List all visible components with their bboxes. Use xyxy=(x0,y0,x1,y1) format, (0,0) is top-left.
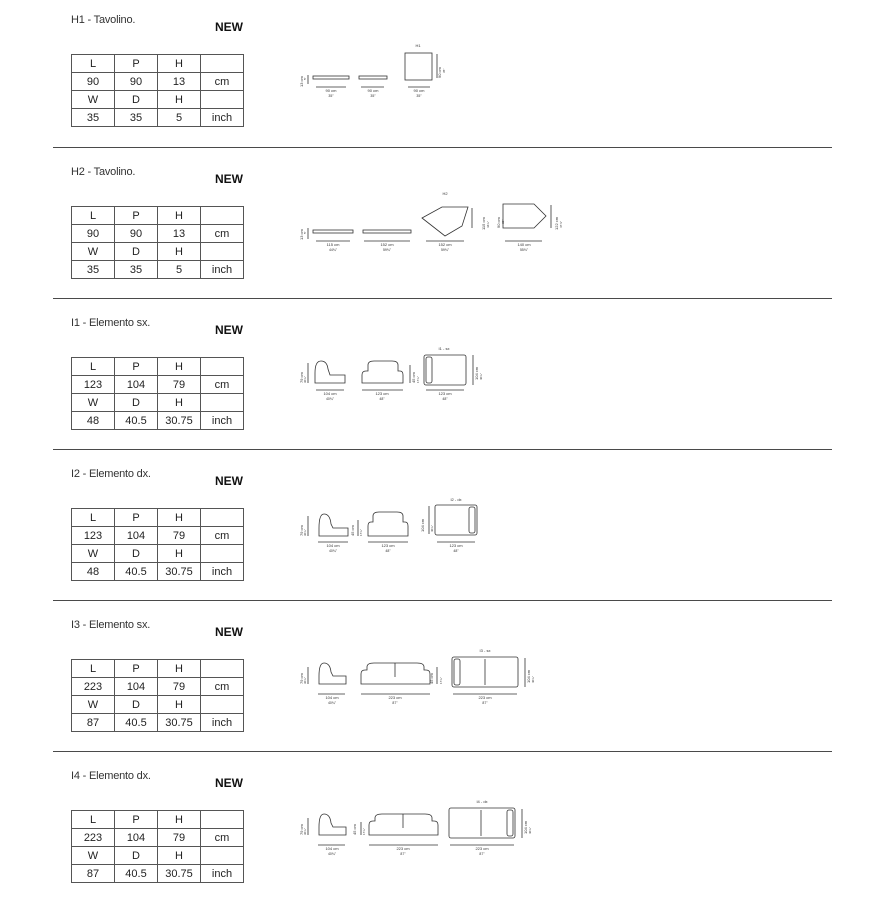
product-section-i3 xyxy=(0,605,885,756)
dim-label-inch: 35" xyxy=(370,94,376,98)
top-view xyxy=(424,355,466,385)
dim-label-inch: 87" xyxy=(392,701,398,705)
table-row xyxy=(72,509,244,527)
table-cell: cm xyxy=(201,376,244,394)
table-cell: W xyxy=(72,545,115,563)
dim-height: 13 cm xyxy=(299,76,304,87)
table-cell: H xyxy=(158,545,201,563)
product-title: I4 - Elemento dx. xyxy=(71,770,151,782)
dim-height-inch: 30¾" xyxy=(303,529,307,536)
table-cell: 104 xyxy=(115,678,158,696)
dim-height-inch: 5" xyxy=(303,231,307,234)
technical-drawing-h2 xyxy=(296,152,576,267)
dim-depth: 104 cm xyxy=(526,669,531,683)
dim-side-inch: 44¾" xyxy=(486,221,490,228)
table-row xyxy=(72,412,244,430)
product-title: H1 - Tavolino. xyxy=(71,14,136,26)
drawing-code: H2 xyxy=(442,191,448,196)
dimensions-table xyxy=(71,54,244,127)
dim-depth: 104 cm xyxy=(474,366,479,380)
table-cell xyxy=(201,811,244,829)
table-cell xyxy=(201,358,244,376)
table-cell: 30.75 xyxy=(158,865,201,883)
table-cell: 104 xyxy=(115,829,158,847)
table-cell: H xyxy=(158,394,201,412)
table-cell: cm xyxy=(201,73,244,91)
table-cell: inch xyxy=(201,261,244,279)
dim-label: 152 cm xyxy=(380,242,394,247)
dim-label-inch: 48" xyxy=(385,549,391,553)
dimensions-table xyxy=(71,659,244,732)
section-divider xyxy=(53,751,832,752)
table-cell: W xyxy=(72,394,115,412)
dim-label: 104 cm xyxy=(325,695,339,700)
dim-height: 79 cm xyxy=(299,824,304,835)
dim-height-inch: 30¾" xyxy=(303,677,307,684)
dim-label: 123 cm xyxy=(438,391,452,396)
table-row xyxy=(72,358,244,376)
dim-height: 79 cm xyxy=(299,372,304,383)
table-cell: W xyxy=(72,91,115,109)
dim-depth-inch: 40¾" xyxy=(531,676,535,683)
table-cell: P xyxy=(115,358,158,376)
table-cell: H xyxy=(158,509,201,527)
table-cell: 40.5 xyxy=(115,714,158,732)
dim-depth: 104 cm xyxy=(523,820,528,834)
table-cell: D xyxy=(115,545,158,563)
table-cell: 40.5 xyxy=(115,865,158,883)
table-cell: D xyxy=(115,394,158,412)
table-cell xyxy=(201,545,244,563)
dim-height-inch: 30¾" xyxy=(303,828,307,835)
table-cell: H xyxy=(158,91,201,109)
dimensions-table xyxy=(71,810,244,883)
table-cell: 30.75 xyxy=(158,412,201,430)
dim-label: 123 cm xyxy=(381,543,395,548)
dim-label-inch: 44¾" xyxy=(328,248,338,252)
product-section-i1 xyxy=(0,303,885,454)
table-cell: 87 xyxy=(72,714,115,732)
new-badge: NEW xyxy=(215,323,243,337)
table-cell: L xyxy=(72,660,115,678)
dim-label: 140 cm xyxy=(517,242,531,247)
dim-height: 79 cm xyxy=(299,673,304,684)
dim-label: 223 cm xyxy=(396,846,410,851)
dim-label-inch: 40¾" xyxy=(327,852,337,856)
table-cell: D xyxy=(115,696,158,714)
dim-label: 90 cm xyxy=(325,88,337,93)
table-cell: 13 xyxy=(158,73,201,91)
table-cell: W xyxy=(72,696,115,714)
table-cell: cm xyxy=(201,678,244,696)
front-view xyxy=(363,230,411,233)
dimensions-table xyxy=(71,508,244,581)
table-cell: H xyxy=(158,243,201,261)
front-view xyxy=(368,512,408,536)
table-cell: L xyxy=(72,509,115,527)
dim-label-inch: 87" xyxy=(482,701,488,705)
dim-label-inch: 48" xyxy=(379,397,385,401)
top-view xyxy=(435,505,477,535)
side-view xyxy=(313,76,349,79)
dim-label: 115 cm xyxy=(326,242,340,247)
table-cell xyxy=(201,243,244,261)
table-cell: L xyxy=(72,207,115,225)
table-row xyxy=(72,714,244,732)
dim-label: 223 cm xyxy=(388,695,402,700)
section-divider xyxy=(53,600,832,601)
dim-depth: 104 cm xyxy=(420,518,425,532)
product-section-h2 xyxy=(0,152,885,303)
product-title: H2 - Tavolino. xyxy=(71,166,136,178)
table-row xyxy=(72,696,244,714)
table-cell: P xyxy=(115,207,158,225)
table-cell: 104 xyxy=(115,527,158,545)
front-view xyxy=(359,76,387,79)
dim-label: 123 cm xyxy=(449,543,463,548)
table-cell: 35 xyxy=(72,109,115,127)
table-cell: 90 xyxy=(72,225,115,243)
table-cell: 79 xyxy=(158,527,201,545)
side-view xyxy=(313,230,353,233)
table-cell xyxy=(201,55,244,73)
dim-label-inch: 40¾" xyxy=(325,397,335,401)
table-cell: H xyxy=(158,358,201,376)
table-cell: H xyxy=(158,207,201,225)
side-view xyxy=(319,814,346,835)
table-cell: inch xyxy=(201,865,244,883)
dim-seat: 45 cm xyxy=(352,824,357,835)
table-row xyxy=(72,394,244,412)
table-cell: 104 xyxy=(115,376,158,394)
technical-drawing-i4 xyxy=(296,756,546,866)
table-cell xyxy=(201,394,244,412)
dim-label-inch: 48" xyxy=(453,549,459,553)
dimensions-table xyxy=(71,357,244,430)
dim-depth-inch: 40¾" xyxy=(430,525,434,532)
table-cell: 48 xyxy=(72,412,115,430)
dim-seat-inch: 17¾" xyxy=(359,529,363,536)
table-cell: inch xyxy=(201,563,244,581)
technical-drawing-i1 xyxy=(296,303,496,413)
dim-depth-inch: 40¾" xyxy=(479,373,483,380)
new-badge: NEW xyxy=(215,172,243,186)
table-row xyxy=(72,207,244,225)
side-view xyxy=(319,663,346,684)
new-badge: NEW xyxy=(215,625,243,639)
dim-depth-inch: 40¾" xyxy=(528,827,532,834)
dim-side-inch: 35" xyxy=(442,68,446,73)
table-row xyxy=(72,811,244,829)
drawing-code: I3 - sx xyxy=(479,648,491,653)
technical-drawing-i2 xyxy=(296,454,496,564)
dim-seat: 45 cm xyxy=(350,525,355,536)
table-row xyxy=(72,243,244,261)
dim-side-inch: 47⅞" xyxy=(559,221,563,228)
table-cell: H xyxy=(158,811,201,829)
table-cell: 35 xyxy=(115,109,158,127)
table-row xyxy=(72,527,244,545)
table-cell xyxy=(201,847,244,865)
dim-label: 90 cm xyxy=(413,88,425,93)
table-cell: 90 xyxy=(72,73,115,91)
table-cell: 5 xyxy=(158,109,201,127)
product-section-i2 xyxy=(0,454,885,605)
table-cell: inch xyxy=(201,109,244,127)
dim-seat: 45 cm xyxy=(429,673,434,684)
dim-height: 13 cm xyxy=(299,229,304,240)
table-cell: inch xyxy=(201,412,244,430)
table-cell: P xyxy=(115,509,158,527)
product-title: I3 - Elemento sx. xyxy=(71,619,151,631)
table-row xyxy=(72,563,244,581)
table-cell: H xyxy=(158,55,201,73)
dim-label-inch: 55⅛" xyxy=(519,248,529,252)
table-cell: H xyxy=(158,696,201,714)
dim-label: 104 cm xyxy=(326,543,340,548)
new-badge: NEW xyxy=(215,776,243,790)
dim-label-inch: 59¾" xyxy=(382,248,392,252)
table-cell: D xyxy=(115,91,158,109)
table-row xyxy=(72,678,244,696)
dim-label-inch: 59¾" xyxy=(440,248,450,252)
table-row xyxy=(72,376,244,394)
table-row xyxy=(72,829,244,847)
dim-label: 223 cm xyxy=(475,846,489,851)
table-row xyxy=(72,55,244,73)
table-cell: 40.5 xyxy=(115,563,158,581)
table-cell: 87 xyxy=(72,865,115,883)
table-cell: 79 xyxy=(158,678,201,696)
table-cell: 90 xyxy=(115,225,158,243)
dim-side: 90 cm xyxy=(437,67,442,78)
table-cell: inch xyxy=(201,714,244,732)
table-cell: P xyxy=(115,660,158,678)
table-cell: 35 xyxy=(72,261,115,279)
dim-side-inch: 35" xyxy=(501,219,505,224)
table-row xyxy=(72,660,244,678)
table-cell: P xyxy=(115,811,158,829)
table-cell: H xyxy=(158,660,201,678)
table-row xyxy=(72,865,244,883)
section-divider xyxy=(53,298,832,299)
product-title: I2 - Elemento dx. xyxy=(71,468,151,480)
table-cell: W xyxy=(72,847,115,865)
technical-drawing-h1 xyxy=(296,0,476,110)
dim-label-inch: 87" xyxy=(479,852,485,856)
dim-label-inch: 35" xyxy=(328,94,334,98)
front-view xyxy=(369,814,438,835)
table-cell: 5 xyxy=(158,261,201,279)
dim-seat: 45 cm xyxy=(411,372,416,383)
table-cell: D xyxy=(115,243,158,261)
dim-side: 90 cm xyxy=(496,217,501,228)
table-cell: 123 xyxy=(72,527,115,545)
table-row xyxy=(72,225,244,243)
table-cell: cm xyxy=(201,527,244,545)
dim-label: 223 cm xyxy=(478,695,492,700)
dim-side: 115 cm xyxy=(481,217,486,230)
top-view-b xyxy=(503,204,546,228)
new-badge: NEW xyxy=(215,474,243,488)
new-badge: NEW xyxy=(215,20,243,34)
table-cell xyxy=(201,207,244,225)
table-cell: L xyxy=(72,55,115,73)
table-row xyxy=(72,91,244,109)
table-cell xyxy=(201,509,244,527)
top-view-a xyxy=(422,207,468,236)
top-view xyxy=(405,53,432,80)
table-row xyxy=(72,109,244,127)
dim-side: 122 cm xyxy=(554,216,559,230)
product-section-i4 xyxy=(0,756,885,907)
front-view xyxy=(362,361,403,383)
dim-height-inch: 5" xyxy=(303,77,307,80)
table-cell: P xyxy=(115,55,158,73)
table-cell: 79 xyxy=(158,829,201,847)
drawing-code: I2 - dx xyxy=(450,497,462,502)
dim-label-inch: 40¾" xyxy=(327,701,337,705)
table-cell: 35 xyxy=(115,261,158,279)
dim-label-inch: 48" xyxy=(442,397,448,401)
top-view xyxy=(449,808,515,838)
table-cell: 40.5 xyxy=(115,412,158,430)
table-row xyxy=(72,545,244,563)
table-cell: 79 xyxy=(158,376,201,394)
table-cell xyxy=(201,91,244,109)
dim-seat-inch: 17¾" xyxy=(439,677,443,684)
table-cell: D xyxy=(115,847,158,865)
dim-label: 104 cm xyxy=(323,391,337,396)
table-cell: W xyxy=(72,243,115,261)
table-cell: 13 xyxy=(158,225,201,243)
drawing-code: I1 - sx xyxy=(438,346,450,351)
table-cell: 48 xyxy=(72,563,115,581)
table-cell: L xyxy=(72,358,115,376)
table-cell: 223 xyxy=(72,678,115,696)
table-cell: 30.75 xyxy=(158,563,201,581)
dim-height-inch: 30¾" xyxy=(303,376,307,383)
dim-seat-inch: 17¾" xyxy=(362,828,366,835)
dim-label-inch: 35" xyxy=(416,94,422,98)
table-cell: cm xyxy=(201,225,244,243)
dimensions-table xyxy=(71,206,244,279)
table-cell: cm xyxy=(201,829,244,847)
dim-label: 90 cm xyxy=(367,88,379,93)
table-row xyxy=(72,73,244,91)
side-view xyxy=(319,514,348,536)
dim-label: 104 cm xyxy=(325,846,339,851)
table-cell: 223 xyxy=(72,829,115,847)
dim-label: 152 cm xyxy=(438,242,452,247)
section-divider xyxy=(53,449,832,450)
table-row xyxy=(72,261,244,279)
drawing-code: H1 xyxy=(415,43,421,48)
dim-seat-inch: 17¾" xyxy=(416,376,420,383)
table-row xyxy=(72,847,244,865)
table-cell xyxy=(201,696,244,714)
technical-drawing-i3 xyxy=(296,605,546,715)
table-cell: 123 xyxy=(72,376,115,394)
product-title: I1 - Elemento sx. xyxy=(71,317,151,329)
table-cell: H xyxy=(158,847,201,865)
dim-label-inch: 40¾" xyxy=(328,549,338,553)
dim-label: 123 cm xyxy=(375,391,389,396)
dim-height: 79 cm xyxy=(299,525,304,536)
product-section-h1 xyxy=(0,0,885,151)
drawing-code: I4 - dx xyxy=(476,799,488,804)
table-cell: 30.75 xyxy=(158,714,201,732)
side-view xyxy=(315,361,345,383)
front-view xyxy=(361,663,430,684)
table-cell: 90 xyxy=(115,73,158,91)
dim-label-inch: 87" xyxy=(400,852,406,856)
section-divider xyxy=(53,147,832,148)
table-cell xyxy=(201,660,244,678)
table-cell: L xyxy=(72,811,115,829)
